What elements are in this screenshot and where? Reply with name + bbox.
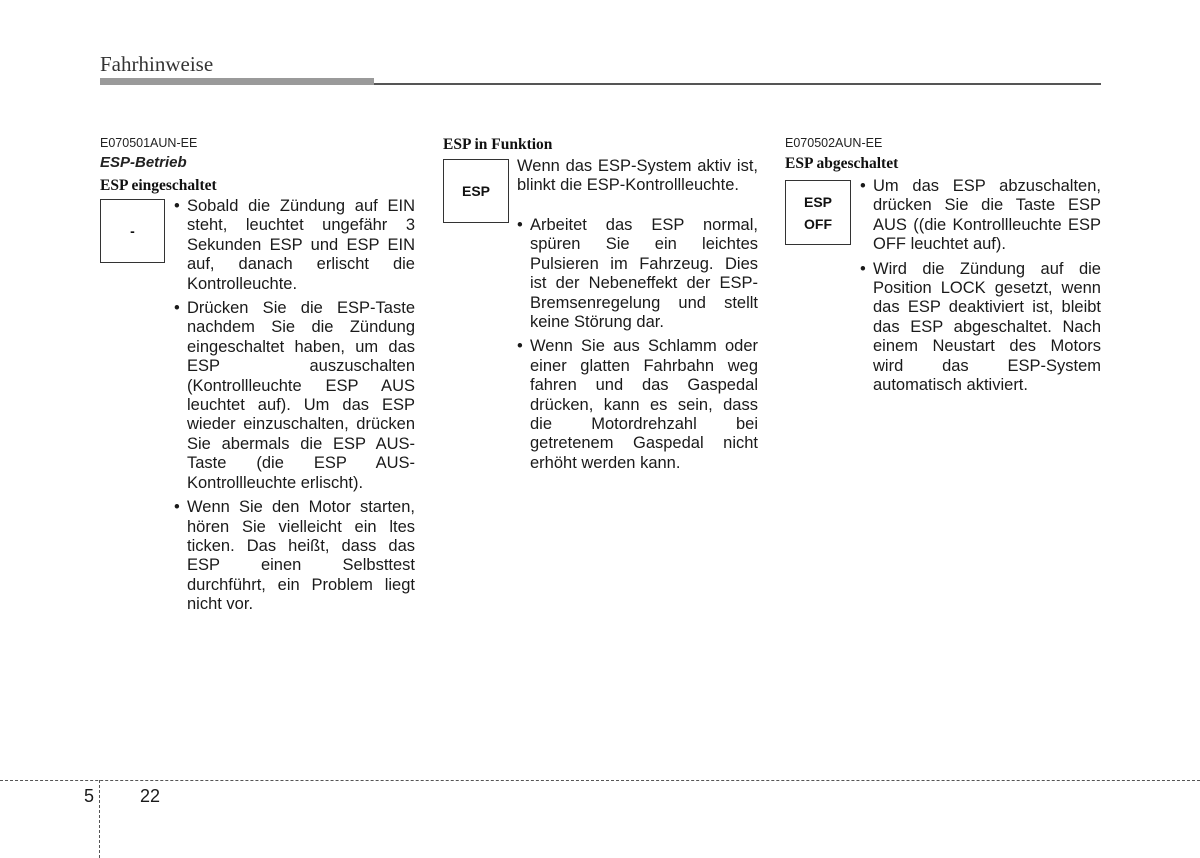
header-rule-thick: [100, 78, 374, 85]
esp-icon: [443, 159, 509, 223]
section-subtitle: ESP-Betrieb: [100, 154, 187, 171]
page-number: 22: [140, 786, 161, 806]
list-item: • Um das ESP abzuschalten, drücken Sie die Taste ESP AUS ((die Kontrollleuchte ESP OFF leuchtet auf).: [860, 177, 1101, 255]
esp-off-icon-line1: ESP: [803, 193, 832, 210]
list-item: • Drücken Sie die ESP-Taste nachdem Sie die Zündung eingeschaltet haben, um das ESP auszuschalten (Kontrollleuchte ESP AUS leuchtet auf). Um das ESP wieder einzuschalten, drücken Sie abermals die ESP AUS-Taste (die ESP AUS-Kontrollleuchte erlischt).: [174, 299, 415, 493]
esp-off-icon: [785, 180, 851, 245]
section-code-right: E070502AUN-EE: [785, 136, 883, 150]
esp-on-heading: ESP eingeschaltet: [100, 177, 217, 194]
esp-on-column: [174, 197, 415, 620]
header-rule-thin: [374, 83, 1101, 85]
chapter-number: 5: [84, 786, 95, 806]
esp-off-heading: ESP abgeschaltet: [785, 155, 899, 172]
list-item: • Arbeitet das ESP normal, spüren Sie ein leichtes Pulsieren im Fahrzeug. Dies ist der Nebeneffekt der ESP-Bremsenregelung und stellt keine Störung dar.: [517, 216, 758, 332]
list-item: • Sobald die Zündung auf EIN steht, leuchtet ungefähr 3 Sekunden ESP und ESP EIN auf, danach erlischt die Kontrolleuchte.: [174, 197, 415, 294]
esp-indicator-icon: [100, 199, 165, 263]
list-item: • Wenn Sie den Motor starten, hören Sie vielleicht ein ltes ticken. Das heißt, dass das ESP einen Selbsttest durchführt, ein Problem liegt nicht vor.: [174, 498, 415, 614]
footer-dashed-rule: [0, 780, 1200, 781]
list-item: • Wenn Sie aus Schlamm oder einer glatten Fahrbahn weg fahren und das Gaspedal drücken, kann es sein, dass die Motordrehzahl bei getretenem Gaspedal nicht erhöht werden kann.: [517, 337, 758, 473]
esp-indicator-icon-label: -: [130, 223, 135, 239]
footer-dashed-divider: [99, 780, 100, 858]
esp-icon-label: ESP: [461, 183, 490, 199]
esp-active-heading: ESP in Funktion: [443, 136, 553, 153]
section-code-left: E070501AUN-EE: [100, 136, 198, 150]
esp-off-column: [860, 177, 1101, 400]
page-header-title: Fahrhinweise: [100, 52, 214, 76]
esp-active-intro: Wenn das ESP-System aktiv ist, blinkt die ESP-Kontrollleuchte.: [517, 157, 758, 195]
esp-active-bullets: [517, 216, 758, 478]
esp-off-icon-line2: OFF: [804, 215, 832, 232]
list-item: • Wird die Zündung auf die Position LOCK gesetzt, wenn das ESP deaktiviert ist, bleibt das ESP abgeschaltet. Nach einem Neustart des Motors wird das ESP-System automatisch aktiviert.: [860, 260, 1101, 396]
esp-active-column: [517, 157, 758, 196]
